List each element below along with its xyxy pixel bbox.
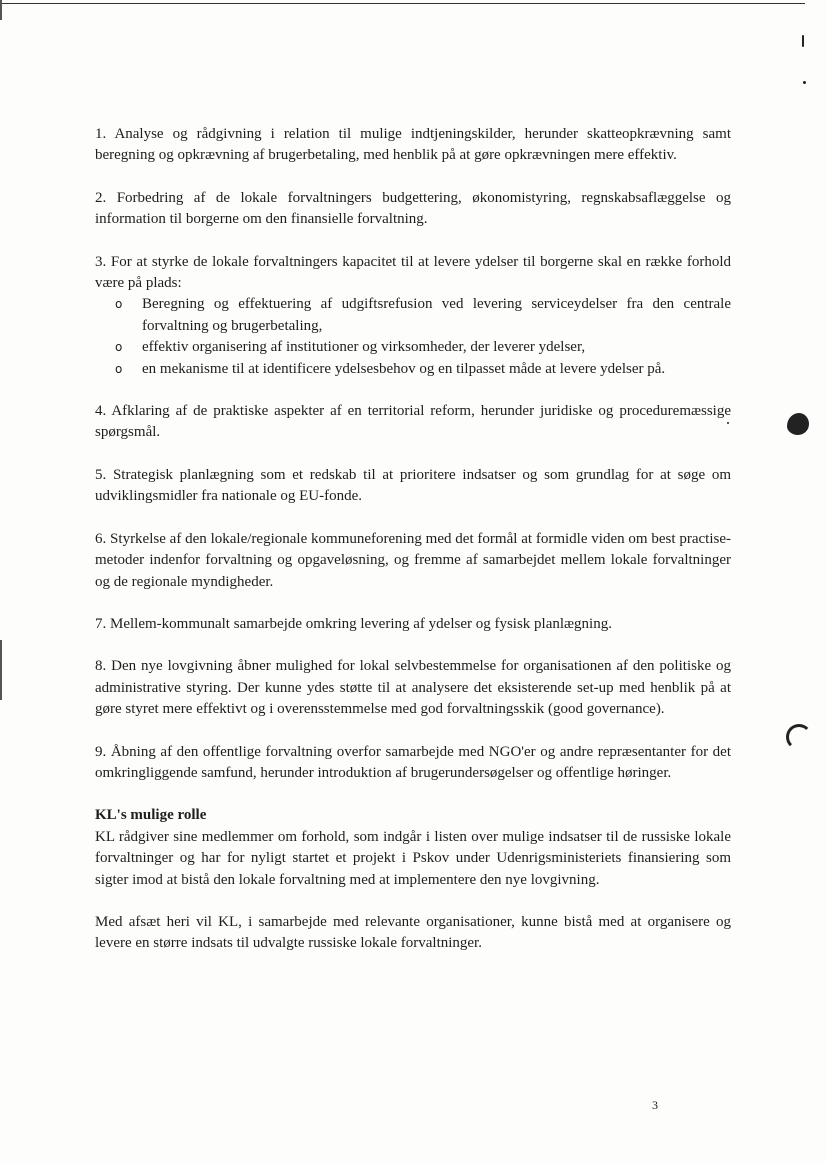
- section-paragraph: Med afsæt heri vil KL, i samarbejde med relevante organisationer, kunne bistå med at organisere og levere en større indsats til udvalgte russiske lokale forvaltninger.: [95, 913, 731, 952]
- scan-speck: [803, 81, 806, 84]
- list-item-3-text: 3. For at styrke de lokale forvaltningers kapacitet til at levere ydelser til borgerne skal en række forhold være på plads:: [95, 253, 731, 292]
- bullet-item: [115, 359, 731, 380]
- list-item-9: 9. Åbning af den offentlige forvaltning overfor samarbejde med NGO'er og andre repræsentanter for det omkringliggende samfund, herunder introduktion af brugerundersøgelser og offentlige høringer.: [95, 743, 731, 781]
- list-item-2: 2. Forbedring af de lokale forvaltningers budgettering, økonomistyring, regnskabsaflæggelse og information til borgerne om den finansielle forvaltning.: [95, 189, 731, 228]
- top-border-line: [0, 3, 805, 4]
- list-item-7: 7. Mellem-kommunalt samarbejde omkring levering af ydelser og fysisk planlægning.: [95, 615, 612, 632]
- bullet-item: [115, 294, 731, 337]
- kl-role-section: [95, 805, 731, 954]
- bullet-item: [115, 337, 731, 358]
- list-item-6: 6. Styrkelse af den lokale/regionale kommuneforening med det formål at formidle viden om best practise-metoder indenfor forvaltning og opgaveløsning, og fremme af samarbejdet mellem lokale forvaltninger og de regionale myndigheder.: [95, 530, 731, 590]
- bullet-icon: o: [115, 361, 123, 376]
- list-item-5: 5. Strategisk planlægning som et redskab til at prioritere indsatser og som grundlag for at søge om udviklingsmidler fra nationale og EU-fonde.: [95, 466, 731, 505]
- list-item-3: [95, 252, 731, 380]
- bullet-text: effektiv organisering af institutioner og virksomheder, der leverer ydelser,: [142, 339, 586, 356]
- list-item-4: 4. Afklaring af de praktiske aspekter af en territorial reform, herunder juridiske og proceduremæssige spørgsmål.: [95, 403, 731, 441]
- list-item-8: 8. Den nye lovgivning åbner mulighed for lokal selvbestemmelse for organisationen af den politiske og administrative styring. Der kunne ydes støtte til at analysere det eksisterende set-up med henblik på at gøre styret mere effektivt og i overensstemmelse med god forvaltningsskik (good governance).: [95, 658, 731, 718]
- bullet-list: [95, 294, 731, 380]
- page-number: 3: [652, 1098, 658, 1112]
- bullet-text: Beregning og effektuering af udgiftsrefusion ved levering serviceydelser fra den centrale forvaltning og brugerbetaling,: [142, 296, 731, 334]
- scan-edge-mark: [0, 0, 2, 20]
- list-item-1: 1. Analyse og rådgivning i relation til mulige indtjeningskilder, herunder skatteopkrævning samt beregning og opkrævning af brugerbetaling, med henblik på at gøre opkrævningen mere effektiv.: [95, 126, 731, 164]
- section-paragraph: KL rådgiver sine medlemmer om forhold, som indgår i listen over mulige indsatser til de russiske lokale forvaltninger og har for nyligt startet et projekt i Pskov under Udenrigsministeriets finansiering som sigter imod at bistå den lokale forvaltning med at implementere den nye lovgivning.: [95, 828, 731, 888]
- bullet-icon: o: [115, 297, 123, 312]
- scan-edge-mark: [0, 640, 2, 700]
- scan-speck: [802, 35, 804, 47]
- punch-hole-blot: [787, 413, 809, 435]
- section-heading: KL's mulige rolle: [95, 807, 207, 824]
- punch-hole-blot: [786, 724, 812, 750]
- document-body: [95, 124, 731, 976]
- bullet-text: en mekanisme til at identificere ydelsesbehov og en tilpasset måde at levere ydelser på.: [142, 360, 666, 377]
- bullet-icon: o: [115, 340, 123, 355]
